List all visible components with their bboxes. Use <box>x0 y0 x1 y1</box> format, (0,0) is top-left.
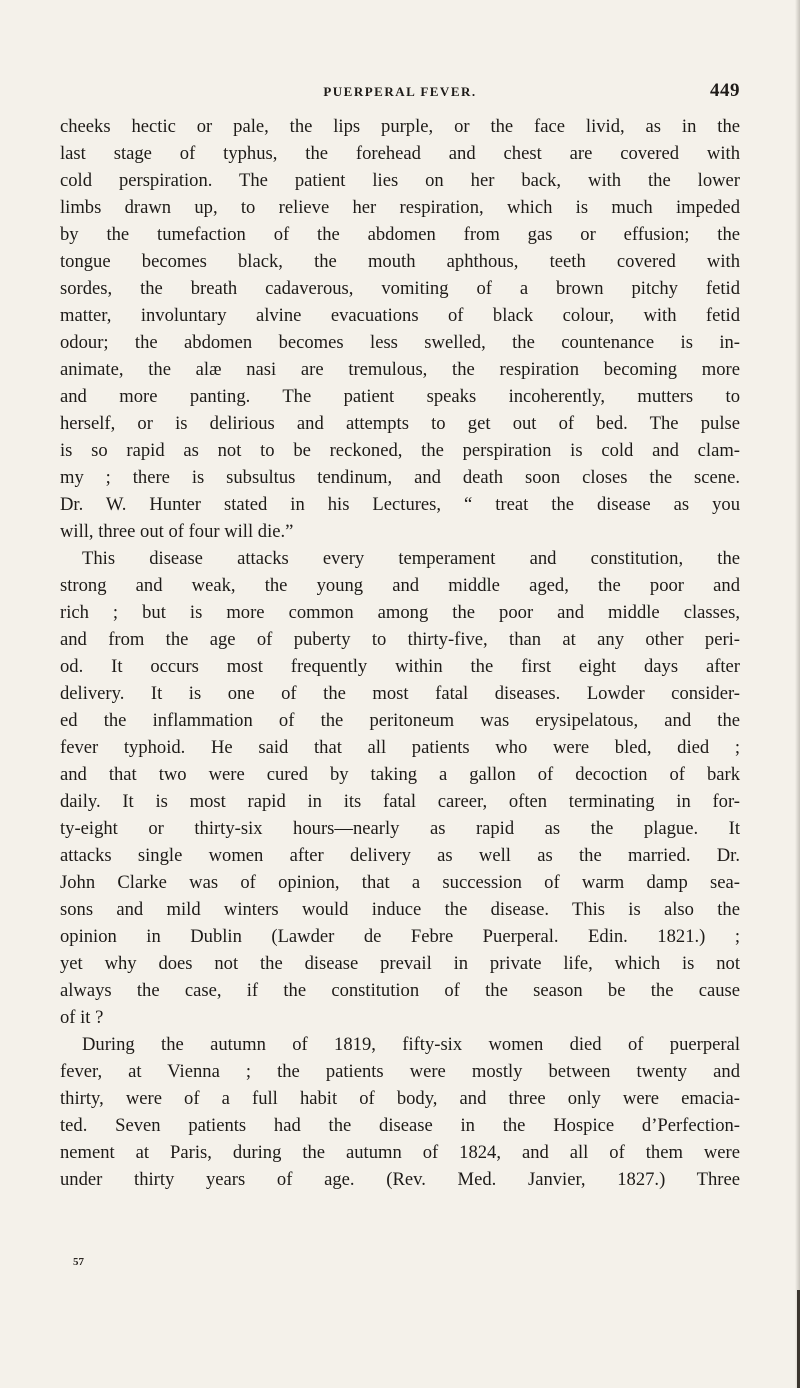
text-line: herself, or is delirious and attempts to get out of bed. The pulse <box>60 413 740 434</box>
text-line: matter, involuntary alvine evacuations of black colour, with fetid <box>60 305 740 326</box>
body-text <box>60 113 740 1193</box>
text-line-paragraph-end: of it ? <box>60 1007 104 1028</box>
text-line: nement at Paris, during the autumn of 1824, and all of them were <box>60 1142 740 1163</box>
text-line: rich ; but is more common among the poor and middle classes, <box>60 602 740 623</box>
text-line: fever, at Vienna ; the patients were mostly between twenty and <box>60 1061 740 1082</box>
text-line: thirty, were of a full habit of body, and three only were emacia- <box>60 1088 740 1109</box>
text-line: John Clarke was of opinion, that a succession of warm damp sea- <box>60 872 740 893</box>
text-line: cold perspiration. The patient lies on her back, with the lower <box>60 170 740 191</box>
text-line: cheeks hectic or pale, the lips purple, or the face livid, as in the <box>60 116 740 137</box>
text-line: last stage of typhus, the forehead and chest are covered with <box>60 143 740 164</box>
text-line: fever typhoid. He said that all patients who were bled, died ; <box>60 737 740 758</box>
text-line: yet why does not the disease prevail in private life, which is not <box>60 953 740 974</box>
text-line: Dr. W. Hunter stated in his Lectures, “ treat the disease as you <box>60 494 740 515</box>
text-line: od. It occurs most frequently within the first eight days after <box>60 656 740 677</box>
running-head: PUERPERAL FEVER. <box>323 84 477 99</box>
text-line: by the tumefaction of the abdomen from gas or effusion; the <box>60 224 740 245</box>
text-line: animate, the alæ nasi are tremulous, the respiration becoming more <box>60 359 740 380</box>
text-line: limbs drawn up, to relieve her respiration, which is much impeded <box>60 197 740 218</box>
text-line: odour; the abdomen becomes less swelled, the countenance is in- <box>60 332 740 353</box>
text-line: delivery. It is one of the most fatal diseases. Lowder consider- <box>60 683 740 704</box>
text-line: and that two were cured by taking a gallon of decoction of bark <box>60 764 740 785</box>
text-line: attacks single women after delivery as well as the married. Dr. <box>60 845 740 866</box>
text-line-paragraph-start: During the autumn of 1819, fifty-six women died of puerperal <box>82 1034 740 1055</box>
text-line: opinion in Dublin (Lawder de Febre Puerperal. Edin. 1821.) ; <box>60 926 740 947</box>
text-line: always the case, if the constitution of the season be the cause <box>60 980 740 1001</box>
text-line: and more panting. The patient speaks incoherently, mutters to <box>60 386 740 407</box>
text-line: is so rapid as not to be reckoned, the perspiration is cold and clam- <box>60 440 740 461</box>
text-line: daily. It is most rapid in its fatal career, often terminating in for- <box>60 791 740 812</box>
text-line-paragraph-end: will, three out of four will die.” <box>60 521 294 542</box>
text-line: strong and weak, the young and middle aged, the poor and <box>60 575 740 596</box>
text-line: ted. Seven patients had the disease in the Hospice d’Perfection- <box>60 1115 740 1136</box>
text-line: tongue becomes black, the mouth aphthous, teeth covered with <box>60 251 740 272</box>
text-line: under thirty years of age. (Rev. Med. Janvier, 1827.) Three <box>60 1169 740 1190</box>
page-edge-shadow <box>795 0 800 1388</box>
page-number: 449 <box>710 80 740 101</box>
text-line: ty-eight or thirty-six hours—nearly as rapid as the plague. It <box>60 818 740 839</box>
text-line: sons and mild winters would induce the disease. This is also the <box>60 899 740 920</box>
text-line: my ; there is subsultus tendinum, and death soon closes the scene. <box>60 467 740 488</box>
text-line: sordes, the breath cadaverous, vomiting of a brown pitchy fetid <box>60 278 740 299</box>
text-line: ed the inflammation of the peritoneum was erysipelatous, and the <box>60 710 740 731</box>
text-line-paragraph-start: This disease attacks every temperament and constitution, the <box>82 548 740 569</box>
signature-mark: 57 <box>73 1256 84 1268</box>
page-header <box>60 80 740 110</box>
text-line: and from the age of puberty to thirty-five, than at any other peri- <box>60 629 740 650</box>
